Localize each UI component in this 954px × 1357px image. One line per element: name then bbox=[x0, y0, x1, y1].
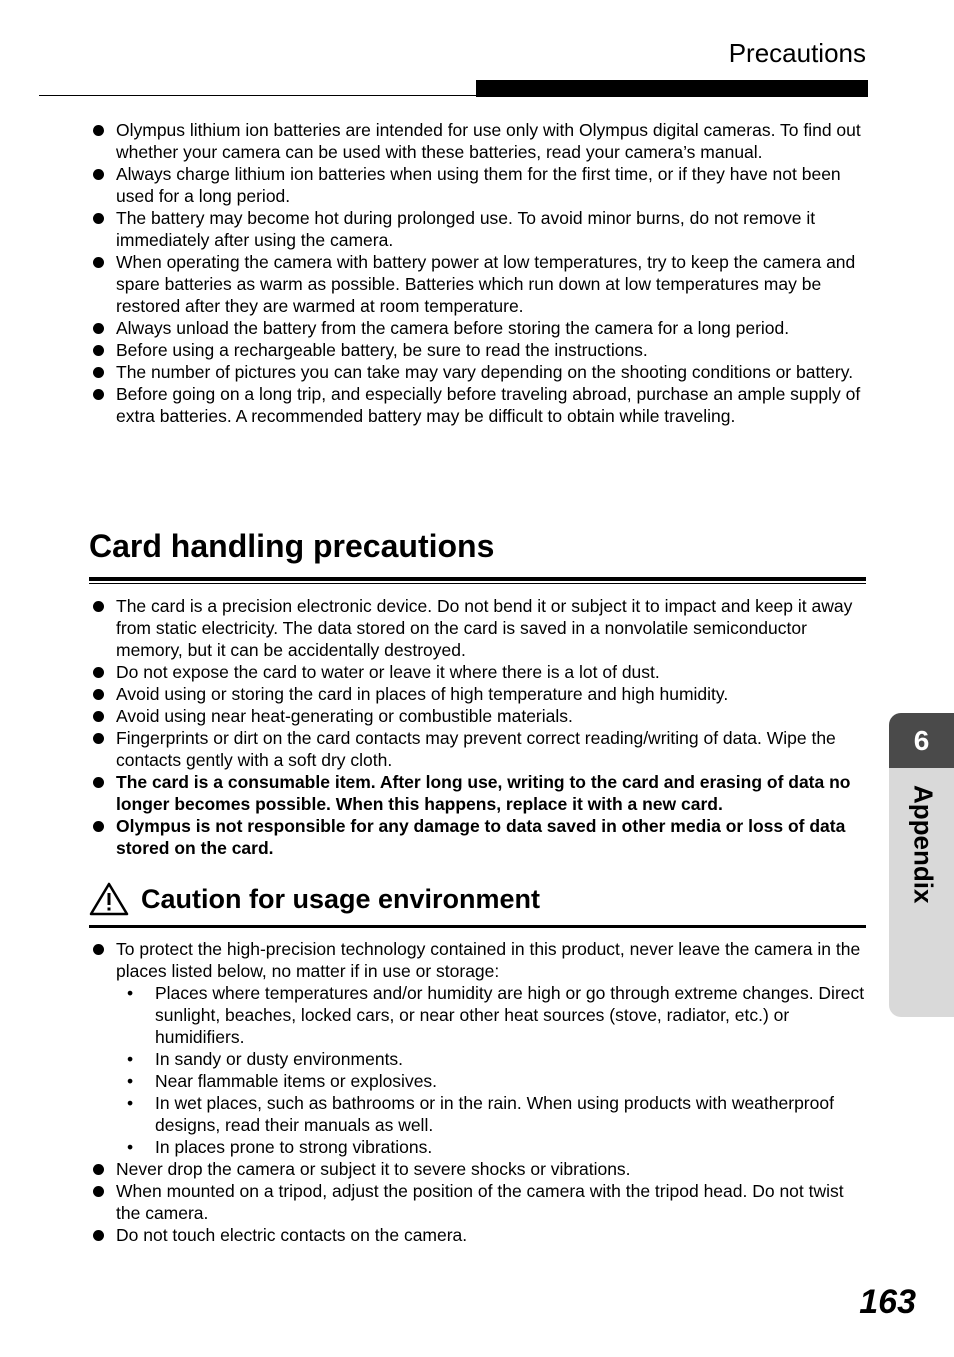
bullet-icon bbox=[93, 821, 104, 832]
header-bar bbox=[476, 80, 868, 97]
section-rule bbox=[89, 925, 866, 928]
list-item: Do not expose the card to water or leave it where there is a lot of dust. bbox=[89, 661, 865, 683]
list-item: Olympus is not responsible for any damage to data saved in other media or loss of data stored on the card. bbox=[89, 815, 865, 859]
bullet-icon bbox=[93, 257, 104, 268]
bullet-icon bbox=[93, 323, 104, 334]
list-item: To protect the high-precision technology contained in this product, never leave the camera in the places listed below, no matter if in use or storage: • Places where temperatures and/or humidity are high or go through extreme changes. Direct sunlight, beaches, locked cars, or near other heat sources (stove, radiator, etc.) or humidifiers. • In sandy or dusty environments. • Near flammable items or explosives. • In wet places, such as bathrooms or in the rain. When using products with weatherproof designs, read their manuals as well. • In places prone to strong vibrations. bbox=[89, 938, 865, 1158]
caution-list bbox=[89, 938, 865, 1246]
bullet-icon bbox=[93, 777, 104, 788]
page-number: 163 bbox=[859, 1283, 916, 1321]
bullet-icon bbox=[93, 1164, 104, 1175]
list-item: The battery may become hot during prolonged use. To avoid minor burns, do not remove it immediately after using the camera. bbox=[89, 207, 865, 251]
list-item: Olympus lithium ion batteries are intended for use only with Olympus digital cameras. To find out whether your camera can be used with these batteries, read your camera’s manual. bbox=[89, 119, 865, 163]
bullet-icon bbox=[93, 667, 104, 678]
sub-list-item: • Places where temperatures and/or humidity are high or go through extreme changes. Direct sunlight, beaches, locked cars, or near other heat sources (stove, radiator, etc.) or humidifiers. bbox=[127, 983, 865, 1047]
list-item: When operating the camera with battery power at low temperatures, try to keep the camera and spare batteries as warm as possible. Batteries which run down at low temperatures may be restored after they are warmed at room temperature. bbox=[89, 251, 865, 317]
section-rule bbox=[89, 583, 866, 584]
bullet-icon bbox=[93, 125, 104, 136]
list-item: Do not touch electric contacts on the camera. bbox=[89, 1224, 865, 1246]
list-item: When mounted on a tripod, adjust the position of the camera with the tripod head. Do not twist the camera. bbox=[89, 1180, 865, 1224]
bullet-icon bbox=[93, 213, 104, 224]
sub-list-item: • In sandy or dusty environments. bbox=[127, 1049, 404, 1069]
battery-precautions-list bbox=[89, 119, 865, 427]
list-item: The card is a precision electronic device. Do not bend it or subject it to impact and keep it away from static electricity. The data stored on the card is saved in a nonvolatile semiconductor memory, but it can be accidentally destroyed. bbox=[89, 595, 865, 661]
header-rule bbox=[39, 95, 476, 96]
list-item: Before going on a long trip, and especially before traveling abroad, purchase an ample supply of extra batteries. A recommended battery may be difficult to obtain while traveling. bbox=[89, 383, 865, 427]
bullet-icon bbox=[93, 389, 104, 400]
bullet-icon bbox=[93, 711, 104, 722]
list-item: Always unload the battery from the camera before storing the camera for a long period. bbox=[89, 317, 865, 339]
sub-list-item: • Near flammable items or explosives. bbox=[127, 1071, 438, 1091]
page-header-title: Precautions bbox=[728, 38, 866, 68]
list-item: Avoid using near heat-generating or combustible materials. bbox=[89, 705, 865, 727]
bullet-icon bbox=[93, 169, 104, 180]
bullet-icon bbox=[93, 601, 104, 612]
chapter-label: Appendix bbox=[908, 785, 939, 904]
bullet-icon bbox=[93, 689, 104, 700]
list-item: Avoid using or storing the card in places of high temperature and high humidity. bbox=[89, 683, 865, 705]
list-item: Fingerprints or dirt on the card contacts may prevent correct reading/writing of data. Wipe the contacts gently with a soft dry cloth. bbox=[89, 727, 865, 771]
bullet-icon bbox=[93, 1186, 104, 1197]
section-rule bbox=[89, 577, 866, 581]
bullet-icon bbox=[93, 733, 104, 744]
warning-triangle-icon bbox=[89, 882, 129, 916]
section-heading-card-handling: Card handling precautions bbox=[89, 528, 495, 564]
list-item: The card is a consumable item. After long use, writing to the card and erasing of data no longer becomes possible. When this happens, replace it with a new card. bbox=[89, 771, 865, 815]
bullet-icon bbox=[93, 944, 104, 955]
list-item: Never drop the camera or subject it to severe shocks or vibrations. bbox=[89, 1158, 865, 1180]
caution-heading-text: Caution for usage environment bbox=[141, 883, 541, 914]
bullet-icon bbox=[93, 367, 104, 378]
caution-sublist bbox=[116, 982, 865, 1158]
sub-list-item: • In wet places, such as bathrooms or in the rain. When using products with weatherproof designs, read their manuals as well. bbox=[127, 1093, 834, 1135]
list-item: Before using a rechargeable battery, be sure to read the instructions. bbox=[89, 339, 865, 361]
list-item: Always charge lithium ion batteries when using them for the first time, or if they have not been used for a long period. bbox=[89, 163, 865, 207]
bullet-icon bbox=[93, 345, 104, 356]
bullet-icon bbox=[93, 1230, 104, 1241]
chapter-number: 6 bbox=[889, 713, 954, 768]
section-heading-caution bbox=[89, 882, 540, 916]
list-item: The number of pictures you can take may vary depending on the shooting conditions or battery. bbox=[89, 361, 865, 383]
card-precautions-list bbox=[89, 595, 865, 859]
sub-list-item: • In places prone to strong vibrations. bbox=[127, 1137, 433, 1157]
